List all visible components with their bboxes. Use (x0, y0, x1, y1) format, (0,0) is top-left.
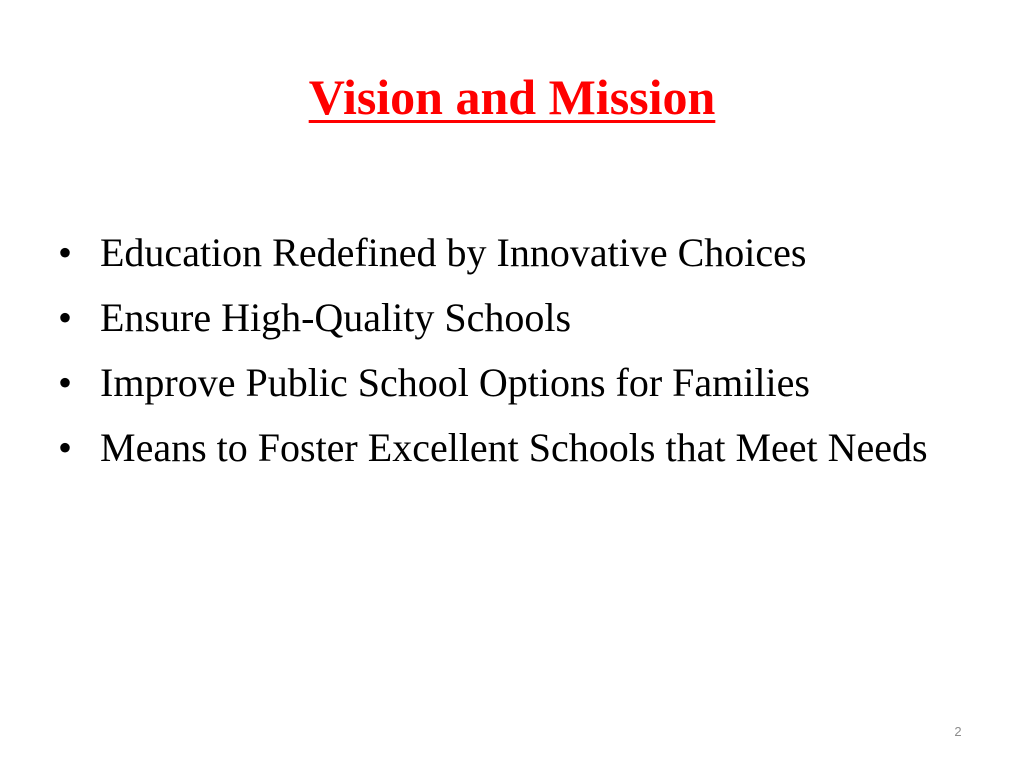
bullet-text: Improve Public School Options for Families (100, 360, 810, 405)
bullet-text: Ensure High-Quality Schools (100, 295, 572, 340)
bullet-icon: • (58, 425, 73, 470)
slide-title-text: Vision and Mission (308, 69, 716, 125)
page-number: 2 (954, 724, 962, 739)
bullet-icon: • (58, 295, 73, 340)
list-item (58, 356, 958, 410)
bullet-text: Education Redefined by Innovative Choices (100, 230, 807, 275)
list-item (58, 226, 958, 280)
slide-title (0, 62, 1024, 132)
bullet-text: Means to Foster Excellent Schools that Meet Needs (100, 425, 928, 470)
list-item (58, 421, 958, 475)
list-item (58, 291, 958, 345)
bullet-list (58, 226, 958, 486)
bullet-icon: • (58, 360, 73, 405)
bullet-icon: • (58, 230, 73, 275)
